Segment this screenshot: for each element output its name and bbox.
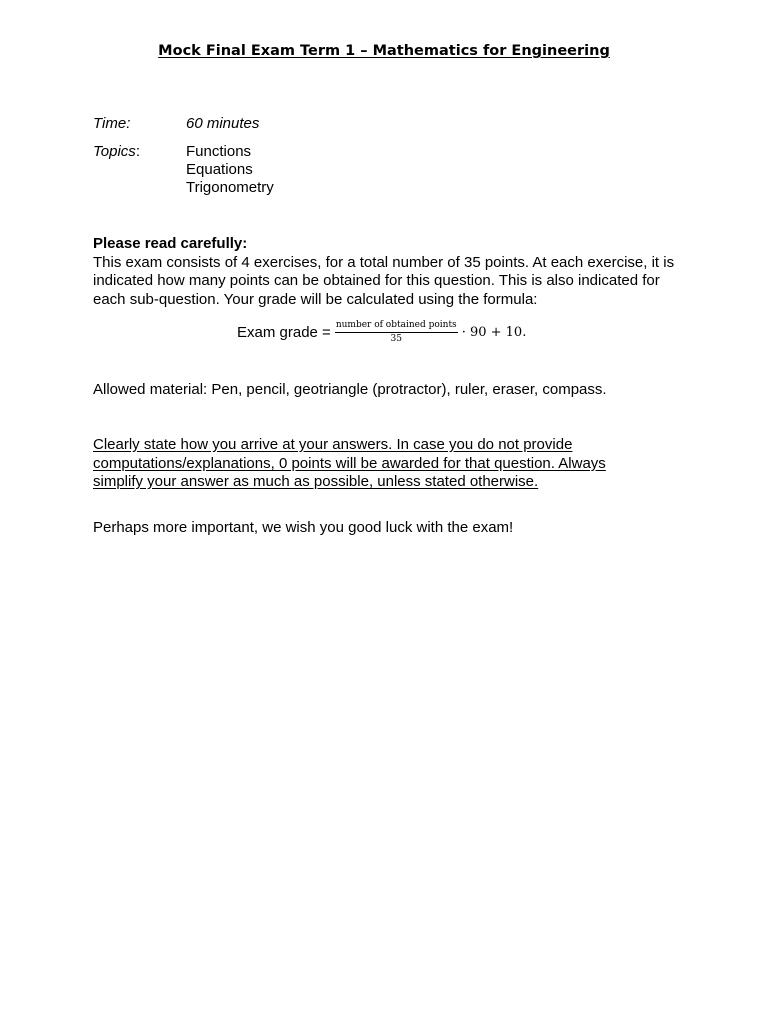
topics-label-text: Topics <box>93 143 136 160</box>
answer-instructions-note: Clearly state how you arrive at your answers. In case you do not provide computations/explanations, 0 points will be awarded for that question. Always simplify your answer as much as possible, unless stated otherwise. <box>93 436 606 490</box>
topic-item: Equations <box>186 161 253 178</box>
formula-lhs: Exam grade = <box>237 323 331 341</box>
closing-message: Perhaps more important, we wish you good luck with the exam! <box>93 519 514 536</box>
topics-label-colon: : <box>135 143 140 160</box>
topic-item: Functions <box>186 143 252 160</box>
topic-item: Trigonometry <box>186 179 274 196</box>
topics-list <box>186 143 274 197</box>
instructions-body: This exam consists of 4 exercises, for a total number of 35 points. At each exercise, it is indicated how many points can be obtained for this question. This is also indicated for each sub-question. Your grade will be calculated using the formula: <box>93 253 675 308</box>
formula-numerator: number of obtained points <box>335 320 458 333</box>
instructions-section <box>93 235 683 309</box>
time-value: 60 minutes <box>186 115 260 132</box>
grade-formula <box>237 316 526 348</box>
formula-tail: · 90 + 10. <box>461 324 527 340</box>
instructions-heading: Please read carefully: <box>93 235 248 252</box>
allowed-material: Allowed material: Pen, pencil, geotriangle (protractor), ruler, eraser, compass. <box>93 381 607 398</box>
formula-denominator: 35 <box>390 333 402 344</box>
topics-label <box>93 143 140 160</box>
time-label: Time: <box>93 115 131 132</box>
page-title: Mock Final Exam Term 1 – Mathematics for Engineering <box>158 43 610 59</box>
formula-fraction <box>335 320 458 345</box>
